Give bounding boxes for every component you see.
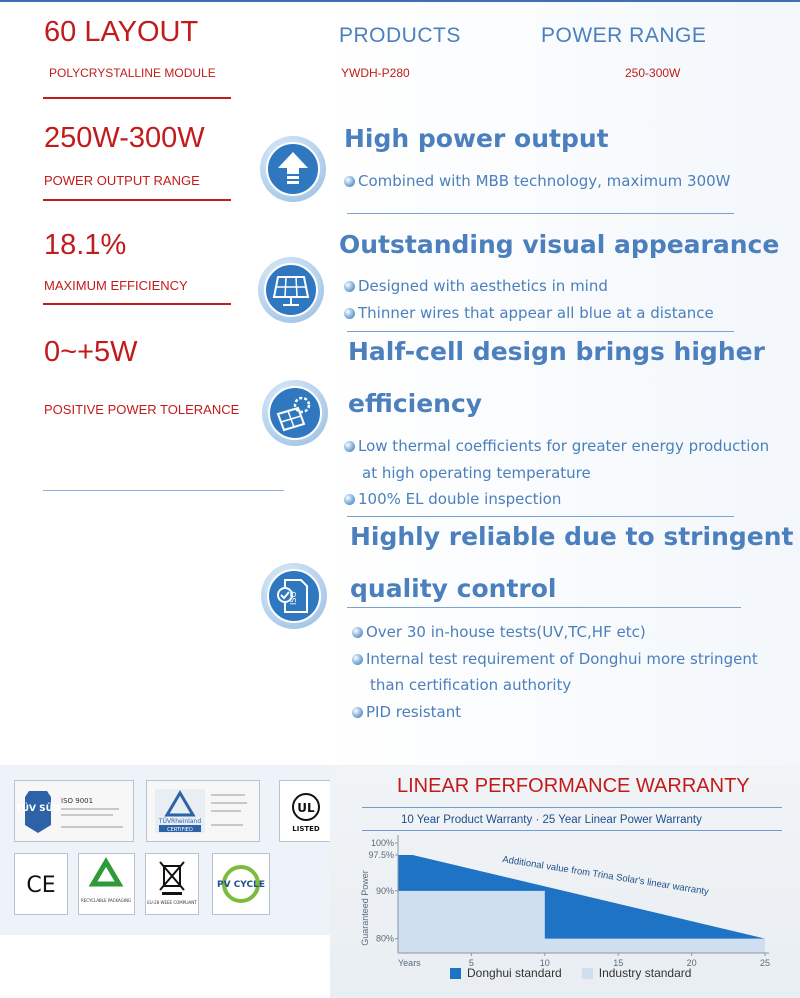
feature-title: High power output bbox=[344, 124, 609, 153]
divider bbox=[347, 607, 741, 608]
feature-title: Half-cell design brings higher bbox=[348, 337, 765, 366]
svg-text:ISO 9001: ISO 9001 bbox=[61, 797, 94, 805]
power-range-label: POWER RANGE bbox=[541, 24, 707, 47]
y-tick-label: 80% bbox=[375, 933, 394, 944]
y-tick-label: 100% bbox=[370, 838, 394, 848]
feature-icon-1 bbox=[260, 136, 326, 202]
feature-bullet: 100% EL double inspection bbox=[344, 490, 561, 508]
legend-item bbox=[582, 966, 692, 980]
power-range-value: 250-300W bbox=[625, 66, 681, 80]
svg-text:CERTIFIED: CERTIFIED bbox=[167, 827, 193, 833]
chart-title: LINEAR PERFORMANCE WARRANTY bbox=[397, 775, 750, 797]
x-tick-label: 5 bbox=[468, 958, 474, 968]
legend-swatch bbox=[582, 968, 593, 979]
svg-text:EU-28 WEEE COMPLIANT: EU-28 WEEE COMPLIANT bbox=[147, 900, 197, 905]
tuv-sud-logo bbox=[14, 780, 134, 842]
feature-bullet: Internal test requirement of Donghui more stringent bbox=[352, 650, 758, 668]
layout-title: 60 LAYOUT bbox=[44, 16, 199, 48]
feature-bullet: Low thermal coefficients for greater energy production bbox=[344, 437, 769, 455]
feature-bullet: than certification authority bbox=[370, 676, 572, 694]
svg-text:LISTED: LISTED bbox=[292, 825, 320, 833]
arrow-up-icon bbox=[266, 142, 320, 196]
feature-icon-2 bbox=[258, 257, 324, 323]
feature-title: quality control bbox=[350, 574, 557, 603]
feature-bullet: PID resistant bbox=[352, 703, 461, 721]
feature-bullet: Designed with aesthetics in mind bbox=[344, 277, 608, 295]
svg-text:TÜV SÜD: TÜV SÜD bbox=[15, 804, 61, 814]
bullet-dot-icon bbox=[344, 494, 355, 505]
bullet-dot-icon bbox=[352, 707, 363, 718]
ul-listed-logo bbox=[279, 780, 333, 842]
feature-bullet: Combined with MBB technology, maximum 300W bbox=[344, 172, 731, 190]
y-axis-label: Guaranteed Power bbox=[360, 870, 370, 946]
weee-bin-logo bbox=[145, 853, 199, 915]
svg-text:UL: UL bbox=[297, 801, 315, 815]
quality-document-icon bbox=[267, 569, 321, 623]
stat-value-tolerance: 0~+5W bbox=[44, 336, 138, 368]
warranty-chart-panel bbox=[330, 765, 800, 998]
feature-icon-4 bbox=[261, 563, 327, 629]
products-label: PRODUCTS bbox=[339, 24, 461, 47]
chart-legend bbox=[450, 966, 691, 980]
solar-gear-icon bbox=[268, 386, 322, 440]
bullet-dot-icon bbox=[352, 654, 363, 665]
x-tick-label: 10 bbox=[539, 958, 550, 968]
legend-item bbox=[450, 966, 562, 980]
feature-title: efficiency bbox=[348, 389, 483, 418]
solar-panel-icon bbox=[264, 263, 318, 317]
feature-title: Highly reliable due to stringent bbox=[350, 522, 794, 551]
svg-text:CE: CE bbox=[26, 873, 56, 898]
svg-text:RECYCLABLE PACKAGING: RECYCLABLE PACKAGING bbox=[80, 898, 132, 903]
pv-cycle-logo bbox=[212, 853, 270, 915]
x-tick-label: 15 bbox=[613, 958, 624, 968]
feature-bullet: Thinner wires that appear all blue at a distance bbox=[344, 304, 714, 322]
feature-bullet: at high operating temperature bbox=[362, 464, 591, 482]
ce-mark-logo bbox=[14, 853, 68, 915]
top-border bbox=[0, 0, 800, 2]
divider bbox=[347, 516, 734, 517]
divider bbox=[43, 97, 231, 99]
recycle-logo bbox=[78, 853, 135, 915]
warranty-chart bbox=[330, 765, 800, 998]
stat-value-power: 250W-300W bbox=[44, 122, 205, 154]
bullet-dot-icon bbox=[344, 441, 355, 452]
legend-swatch bbox=[450, 968, 461, 979]
divider bbox=[43, 199, 231, 201]
legend-label: Industry standard bbox=[598, 966, 692, 980]
y-tick-label: 90% bbox=[375, 885, 394, 896]
bullet-dot-icon bbox=[344, 308, 355, 319]
divider bbox=[347, 213, 734, 214]
x-tick-label: 20 bbox=[686, 958, 697, 968]
stat-value-efficiency: 18.1% bbox=[44, 229, 127, 261]
stat-label-power: POWER OUTPUT RANGE bbox=[44, 173, 200, 188]
chart-annotation: Additional value from Trina Solar's linear warranty bbox=[501, 854, 710, 898]
bullet-dot-icon bbox=[352, 627, 363, 638]
x-tick-label: 25 bbox=[759, 958, 771, 968]
certifications-panel bbox=[0, 765, 345, 935]
stat-label-efficiency: MAXIMUM EFFICIENCY bbox=[44, 278, 188, 293]
layout-subtitle: POLYCRYSTALLINE MODULE bbox=[49, 66, 216, 80]
legend-label: Donghui standard bbox=[467, 966, 562, 980]
svg-text:PV CYCLE: PV CYCLE bbox=[217, 880, 265, 890]
svg-text:TÜVRheinland: TÜVRheinland bbox=[158, 818, 202, 825]
feature-icon-3 bbox=[262, 380, 328, 446]
tuv-rheinland-logo bbox=[146, 780, 260, 842]
svg-text:ISO: ISO bbox=[289, 591, 298, 605]
feature-title: Outstanding visual appearance bbox=[339, 230, 780, 259]
chart-subtitle: 10 Year Product Warranty · 25 Year Linear Power Warranty bbox=[401, 814, 702, 826]
y-tick-label: 97.5% bbox=[368, 849, 394, 860]
bullet-dot-icon bbox=[344, 176, 355, 187]
divider bbox=[43, 490, 284, 491]
bullet-dot-icon bbox=[344, 281, 355, 292]
stat-label-tolerance: POSITIVE POWER TOLERANCE bbox=[44, 402, 240, 417]
divider bbox=[43, 303, 231, 305]
x-axis-label: Years bbox=[398, 958, 421, 968]
products-value: YWDH-P280 bbox=[341, 66, 410, 80]
divider bbox=[347, 331, 734, 332]
feature-bullet: Over 30 in-house tests(UV,TC,HF etc) bbox=[352, 623, 646, 641]
